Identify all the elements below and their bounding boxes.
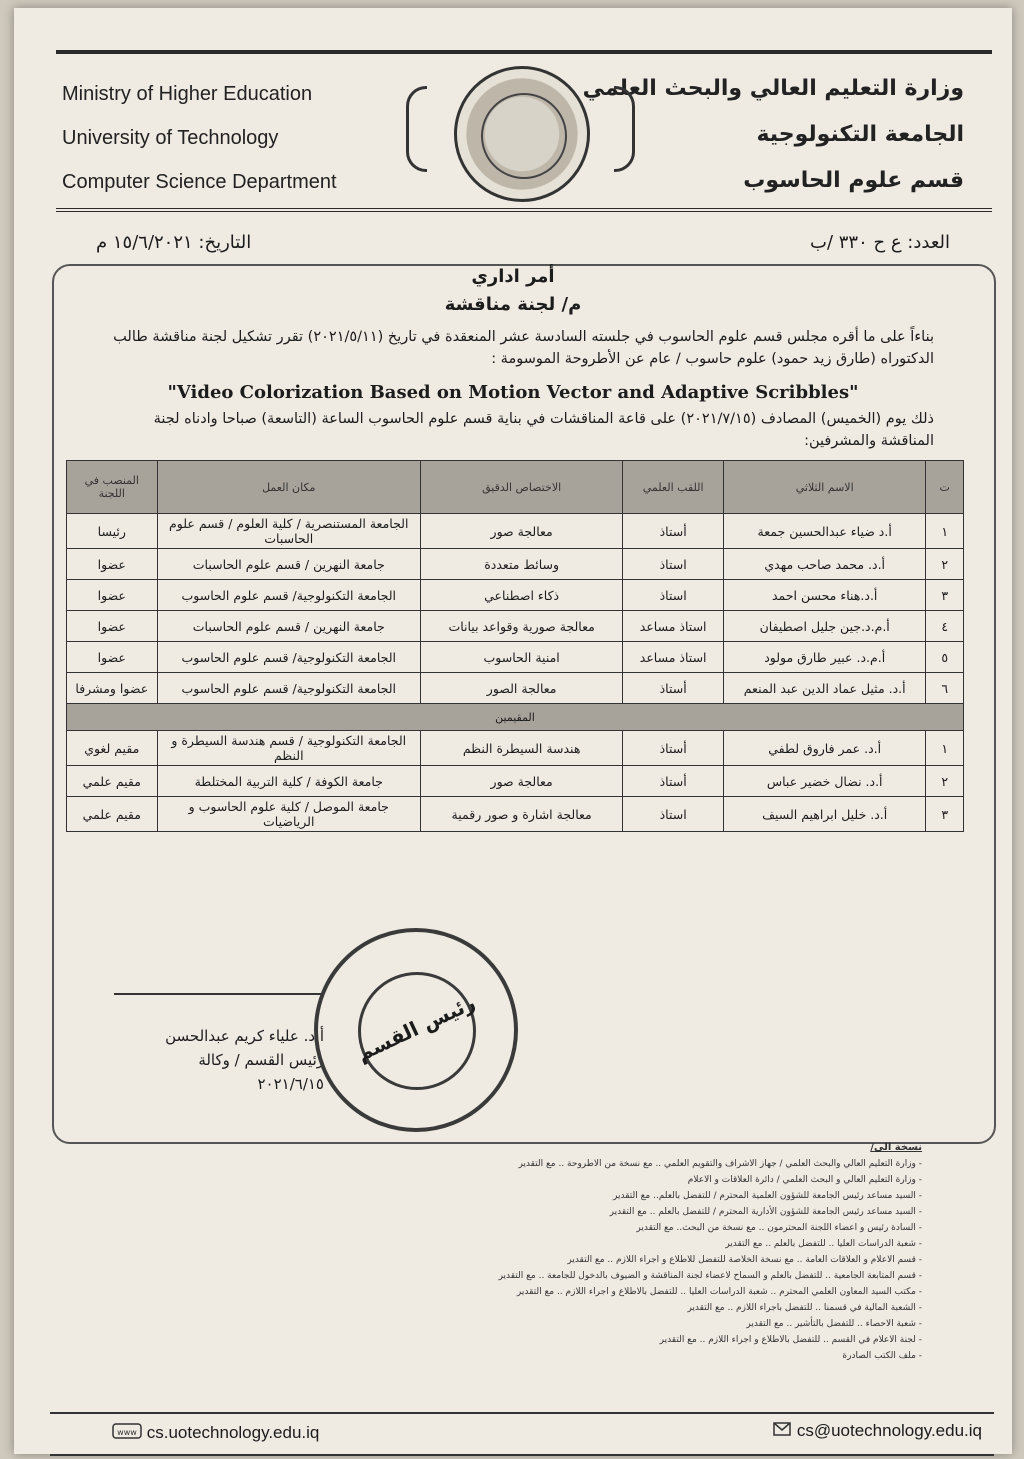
footer-website[interactable]	[112, 1422, 319, 1445]
cell-workplace: الجامعة التكنولوجية / قسم هندسة السيطرة و النظم	[157, 731, 420, 766]
mail-icon	[772, 1420, 792, 1443]
copy-recipient: - قسم الاعلام و العلاقات العامة .. مع نسخة الخلاصة للتفضل للاطلاع و اجراء اللازم .. مع التقدير	[567, 1255, 922, 1265]
document-page	[14, 8, 1012, 1454]
copy-recipient: - السيد مساعد رئيس الجامعة للشؤون العلمية المحترم / للتفضل بالعلم.. مع التقدير	[613, 1191, 922, 1201]
cell-role: مقيم لغوي	[67, 731, 158, 766]
cell-role: عضوا ومشرفا	[67, 673, 158, 704]
cell-title: أستاذ	[623, 766, 724, 797]
cell-workplace: جامعة النهرين / قسم علوم الحاسبات	[157, 611, 420, 642]
cell-name: أ.م.د. عبير طارق مولود	[724, 642, 926, 673]
department-stamp-icon	[314, 928, 518, 1132]
copy-recipient: - قسم المتابعة الجامعية .. للتفضل بالعلم و السماح لاعضاء لجنة المناقشة و الضيوف بالدخول للجامعة .. مع التقدير	[498, 1271, 922, 1281]
table-row	[67, 549, 964, 580]
cell-specialty: هندسة السيطرة النظم	[420, 731, 622, 766]
col-header-name: الاسم الثلاثي	[724, 461, 926, 514]
cell-index: ١	[926, 514, 964, 549]
cell-specialty: معالجة صورية وقواعد بيانات	[420, 611, 622, 642]
signatory-role: رئيس القسم / وكالة	[198, 1051, 324, 1069]
department-name-ar: قسم علوم الحاسوب	[743, 168, 964, 193]
table-row	[67, 797, 964, 832]
cell-title: أستاذ	[623, 731, 724, 766]
copy-recipient: - لجنة الاعلام في القسم .. للتفضل بالاطلاع و اجراء اللازم .. مع التقدير	[659, 1335, 922, 1345]
cell-title: أستاذ	[623, 673, 724, 704]
cell-title: استاذ	[623, 580, 724, 611]
order-paragraph-2: ذلك يوم (الخميس) المصادف (٢٠٢١/٧/١٥) على قاعة المناقشات في بناية قسم علوم الحاسوب الساعة (التاسعة) صباحا وادناه لجنة المناقشة والمشرفين:	[153, 411, 934, 449]
cell-workplace: جامعة النهرين / قسم علوم الحاسبات	[157, 549, 420, 580]
table-row	[67, 580, 964, 611]
ministry-name-en: Ministry of Higher Education	[62, 83, 313, 105]
cell-role: مقيم علمي	[67, 766, 158, 797]
cell-name: أ.د.هناء محسن احمد	[724, 580, 926, 611]
cell-specialty: معالجة اشارة و صور رقمية	[420, 797, 622, 832]
col-header-specialty: الاختصاص الدقيق	[420, 461, 622, 514]
copy-recipient: - وزارة التعليم العالي والبحث العلمي / جهاز الاشراف والتقويم العلمي .. مع نسخة من الاطروحة .. مع التقدير	[518, 1159, 922, 1169]
col-header-index: ت	[926, 461, 964, 514]
cell-role: عضوا	[67, 642, 158, 673]
svg-text:www: www	[117, 1428, 137, 1437]
signature-block	[144, 1024, 324, 1096]
cell-index: ٥	[926, 642, 964, 673]
copy-recipient: - شعبة الدراسات العليا .. للتفضل بالعلم .. مع التقدير	[725, 1239, 922, 1249]
footer-email[interactable]	[772, 1420, 982, 1443]
cell-index: ٤	[926, 611, 964, 642]
cell-workplace: الجامعة التكنولوجية/ قسم علوم الحاسوب	[157, 580, 420, 611]
committee-table	[66, 460, 964, 832]
stamp-text: رئيس القسم	[353, 990, 479, 1066]
cell-index: ٣	[926, 580, 964, 611]
cell-name: أ.د. محمد صاحب مهدي	[724, 549, 926, 580]
cell-role: عضوا	[67, 611, 158, 642]
table-row	[67, 514, 964, 549]
signature-scribble	[114, 993, 324, 995]
letterhead-english	[62, 72, 337, 204]
department-name-en: Computer Science Department	[62, 171, 337, 193]
cell-name: أ.د. خليل ابراهيم السيف	[724, 797, 926, 832]
document-number: العدد: ع ح ٣٣٠ /ب	[810, 232, 950, 253]
cell-role: عضوا	[67, 549, 158, 580]
section-label: المقيمين	[67, 704, 964, 731]
order-title: أمر اداري	[471, 266, 555, 287]
copy-recipient: - وزارة التعليم العالي و البحث العلمي / دائرة العلاقات و الاعلام	[687, 1175, 922, 1185]
document-date: التاريخ: ١٥/٦/٢٠٢١ م	[96, 232, 252, 253]
copy-recipient: - السيد مساعد رئيس الجامعة للشؤون الأدارية المحترم / للتفضل بالعلم .. مع التقدير	[609, 1207, 922, 1217]
cell-specialty: ذكاء اصطناعي	[420, 580, 622, 611]
col-header-role: المنصب في اللجنة	[67, 461, 158, 514]
cell-workplace: الجامعة التكنولوجية/ قسم علوم الحاسوب	[157, 673, 420, 704]
cell-title: استاذ	[623, 549, 724, 580]
cell-workplace: الجامعة المستنصرية / كلية العلوم / قسم علوم الحاسبات	[157, 514, 420, 549]
thesis-title: "Video Colorization Based on Motion Vector and Adaptive Scribbles"	[167, 382, 859, 403]
order-paragraph-1: بناءاً على ما أقره مجلس قسم علوم الحاسوب في جلسته السادسة عشر المنعقدة في تاريخ (٢٠٢١/٥/١١) تقرر تشكيل لجنة مناقشة طالب الدكتوراه (طارق زيد حمود) علوم حاسوب / عام عن الأطروحة الموسومة :	[113, 329, 934, 367]
copy-recipient: - مكتب السيد المعاون العلمي المحترم .. شعبة الدراسات العليا .. للتفضل بالاطلاع و اجراء اللازم .. مع التقدير	[516, 1287, 922, 1297]
cell-specialty: امنية الحاسوب	[420, 642, 622, 673]
signatory-name: أ.د. علياء كريم عبدالحسن	[165, 1027, 324, 1045]
copy-recipient: - شعبة الاحصاء .. للتفضل بالتأشير .. مع التقدير	[746, 1319, 922, 1329]
col-header-workplace: مكان العمل	[157, 461, 420, 514]
evaluator-rows	[67, 731, 964, 832]
university-name-en: University of Technology	[62, 127, 279, 149]
globe-icon	[112, 1422, 142, 1445]
copies-title: نسخة الى/	[870, 1142, 922, 1153]
bracket-left	[406, 86, 427, 172]
signature-date: ٢٠٢١/٦/١٥	[257, 1075, 324, 1093]
cell-specialty: معالجة صور	[420, 514, 622, 549]
copy-recipient: - الشعبة المالية في قسمنا .. للتفضل باجراء اللازم .. مع التقدير	[687, 1303, 922, 1313]
cell-index: ٢	[926, 549, 964, 580]
letterhead-arabic	[583, 66, 964, 204]
cell-title: أستاذ	[623, 514, 724, 549]
cell-index: ٢	[926, 766, 964, 797]
table-row	[67, 731, 964, 766]
cell-index: ٦	[926, 673, 964, 704]
cell-title: استاذ	[623, 797, 724, 832]
cell-role: مقيم علمي	[67, 797, 158, 832]
table-header-row	[67, 461, 964, 514]
ministry-name-ar: وزارة التعليم العالي والبحث العلمي	[582, 76, 964, 101]
university-logo-icon	[454, 66, 590, 202]
cell-title: استاذ مساعد	[623, 642, 724, 673]
cell-specialty: وسائط متعددة	[420, 549, 622, 580]
cell-index: ٣	[926, 797, 964, 832]
cell-name: أ.د ضياء عبدالحسين جمعة	[724, 514, 926, 549]
table-row	[67, 611, 964, 642]
cell-role: عضوا	[67, 580, 158, 611]
cell-workplace: جامعة الكوفة / كلية التربية المختلطة	[157, 766, 420, 797]
cell-name: أ.د. مثيل عماد الدين عبد المنعم	[724, 673, 926, 704]
cell-specialty: معالجة صور	[420, 766, 622, 797]
cell-title: استاذ مساعد	[623, 611, 724, 642]
email-text: cs@uotechnology.edu.iq	[796, 1420, 982, 1440]
website-text: cs.uotechnology.edu.iq	[146, 1422, 320, 1442]
copies-list	[302, 1140, 922, 1364]
footer	[50, 1412, 994, 1456]
cell-specialty: معالجة الصور	[420, 673, 622, 704]
committee-rows	[67, 514, 964, 704]
cell-name: أ.م.د.جين جليل اصطيفان	[724, 611, 926, 642]
copy-recipient: - السادة رئيس و اعضاء اللجنة المحترمون .. مع نسخة من البحث.. مع التقدير	[636, 1223, 922, 1233]
table-row	[67, 673, 964, 704]
letterhead-divider	[56, 208, 992, 212]
table-row	[67, 766, 964, 797]
copy-recipient: - ملف الكتب الصادرة	[842, 1351, 922, 1361]
order-subject: م/ لجنة مناقشة	[444, 294, 582, 315]
cell-index: ١	[926, 731, 964, 766]
table-row	[67, 642, 964, 673]
cell-workplace: جامعة الموصل / كلية علوم الحاسوب و الرياضيات	[157, 797, 420, 832]
cell-role: رئيسا	[67, 514, 158, 549]
cell-name: أ.د. نضال خضير عباس	[724, 766, 926, 797]
cell-name: أ.د. عمر فاروق لطفي	[724, 731, 926, 766]
bracket-right	[614, 86, 635, 172]
university-name-ar: الجامعة التكنولوجية	[756, 122, 964, 147]
cell-workplace: الجامعة التكنولوجية/ قسم علوم الحاسوب	[157, 642, 420, 673]
section-row-evaluators	[67, 704, 964, 731]
col-header-title: اللقب العلمي	[623, 461, 724, 514]
